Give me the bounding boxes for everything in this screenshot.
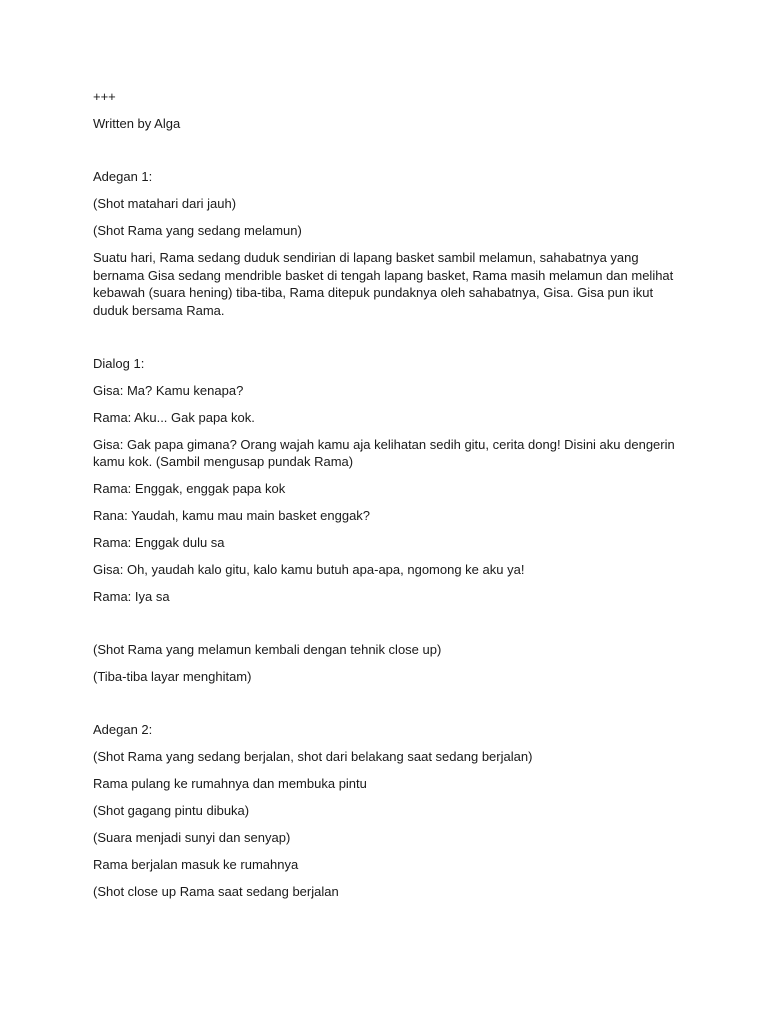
- spacer: [93, 329, 678, 355]
- scene-line: (Suara menjadi sunyi dan senyap): [93, 830, 291, 845]
- author-line: Written by Alga: [93, 116, 181, 131]
- shot-line: (Shot Rama yang melamun kembali dengan tehnik close up): [93, 642, 442, 657]
- dialog-line: Rama: Aku... Gak papa kok.: [93, 409, 255, 425]
- dialog-line: Gisa: Oh, yaudah kalo gitu, kalo kamu butuh apa-apa, ngomong ke aku ya!: [93, 562, 525, 577]
- header-mark: +++: [93, 89, 116, 104]
- spacer: [93, 695, 678, 721]
- spacer: [93, 615, 678, 641]
- scene-line: (Shot Rama yang sedang berjalan, shot dari belakang saat sedang berjalan): [93, 749, 533, 764]
- shot-line: (Shot matahari dari jauh): [93, 196, 237, 211]
- adegan-1-heading: Adegan 1:: [93, 169, 153, 184]
- spacer: [93, 142, 678, 168]
- scene-line: (Shot gagang pintu dibuka): [93, 803, 250, 818]
- dialog-line: Gisa: Gak papa gimana? Orang wajah kamu aja kelihatan sedih gitu, cerita dong! Disini aku dengerin kamu kok. (Sambil mengusap pundak Rama): [93, 436, 675, 469]
- shot-line: (Shot Rama yang sedang melamun): [93, 223, 302, 238]
- narration-paragraph: Suatu hari, Rama sedang duduk sendirian di lapang basket sambil melamun, sahabatnya yang bernama Gisa sedang mendrible basket di tengah lapang basket, Rama masih melamun dan melihat kebawah (suara hening) tiba-tiba, Rama ditepuk pundaknya oleh sahabatnya, Gisa. Gisa pun ikut duduk bersama Rama.: [93, 250, 674, 318]
- transition-line: (Tiba-tiba layar menghitam): [93, 669, 252, 684]
- dialog-1-heading: Dialog 1:: [93, 355, 145, 371]
- dialog-line: Rama: Iya sa: [93, 589, 170, 604]
- adegan-2-heading: Adegan 2:: [93, 722, 153, 737]
- dialog-line: Rama: Enggak dulu sa: [93, 535, 225, 550]
- scene-line: (Shot close up Rama saat sedang berjalan: [93, 884, 339, 899]
- document-body: [93, 88, 678, 910]
- dialog-line: Rana: Yaudah, kamu mau main basket enggak?: [93, 508, 371, 523]
- dialog-line: Rama: Enggak, enggak papa kok: [93, 481, 286, 496]
- dialog-line: Gisa: Ma? Kamu kenapa?: [93, 382, 244, 398]
- scene-line: Rama pulang ke rumahnya dan membuka pintu: [93, 776, 367, 791]
- scene-line: Rama berjalan masuk ke rumahnya: [93, 857, 299, 872]
